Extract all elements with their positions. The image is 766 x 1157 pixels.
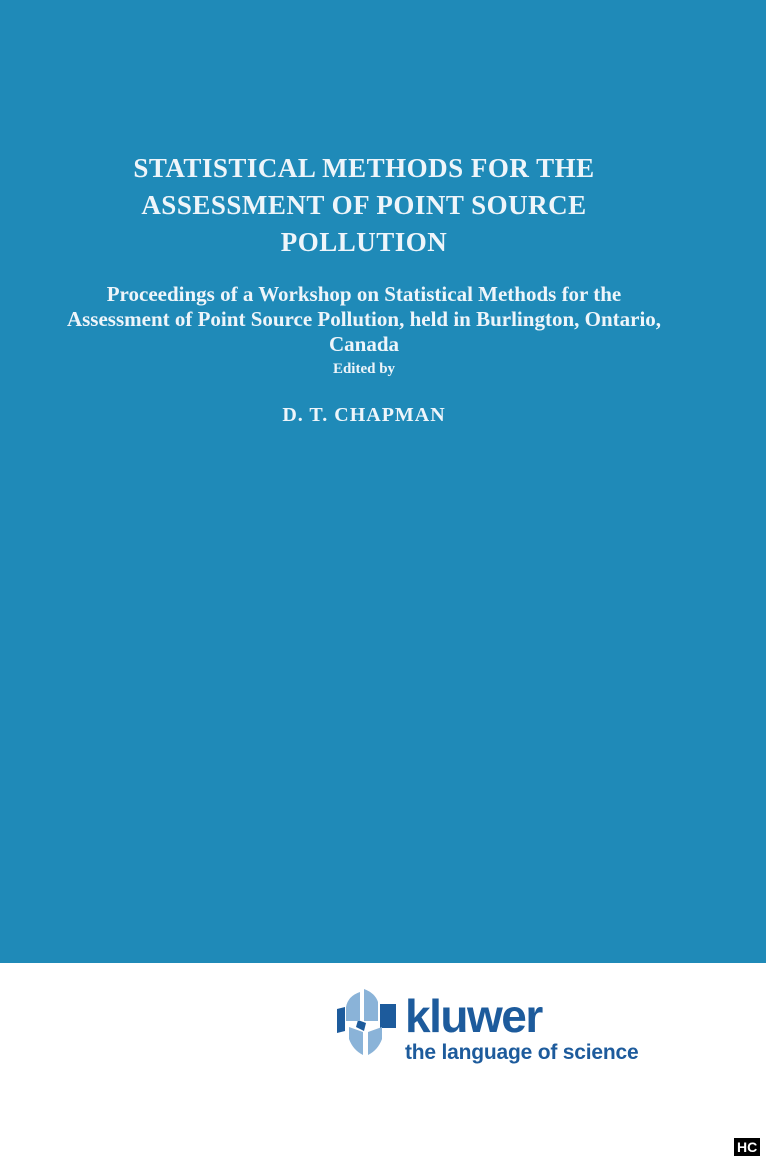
editor-name: D. T. CHAPMAN bbox=[282, 404, 446, 426]
book-title-line-2: ASSESSMENT OF POINT SOURCE bbox=[141, 190, 587, 220]
logo-book-page-top-right bbox=[364, 989, 378, 1021]
kluwer-logo bbox=[335, 987, 638, 1063]
kluwer-logo-text bbox=[405, 987, 638, 1063]
logo-book-page-left-dark bbox=[337, 1007, 345, 1033]
book-title-line-1: STATISTICAL METHODS FOR THE bbox=[133, 153, 595, 183]
logo-book-page-bottom-right bbox=[368, 1027, 382, 1055]
book-subtitle-line-1: Proceedings of a Workshop on Statistical Methods for the bbox=[106, 282, 622, 306]
kluwer-pinwheel-icon bbox=[335, 987, 397, 1059]
publisher-footer bbox=[0, 963, 766, 1157]
book-title-line-3: POLLUTION bbox=[280, 227, 448, 257]
logo-book-page-center-dark bbox=[356, 1020, 366, 1031]
book-subtitle-line-2: Assessment of Point Source Pollution, held in Burlington, Ontario, bbox=[66, 307, 662, 331]
edited-by-label: Edited by bbox=[332, 361, 396, 377]
publisher-tagline: the language of science bbox=[405, 1041, 639, 1064]
book-title bbox=[20, 150, 708, 261]
cover-text-block bbox=[0, 0, 766, 427]
book-subtitle-line-3: Canada bbox=[328, 332, 400, 356]
publisher-name: kluwer bbox=[405, 990, 542, 1042]
logo-book-page-bottom-left bbox=[349, 1027, 363, 1055]
hardcover-badge: HC bbox=[734, 1138, 760, 1156]
logo-book-page-top-left bbox=[346, 992, 360, 1021]
logo-book-page-right-dark bbox=[380, 1004, 396, 1028]
book-subtitle bbox=[20, 282, 708, 357]
